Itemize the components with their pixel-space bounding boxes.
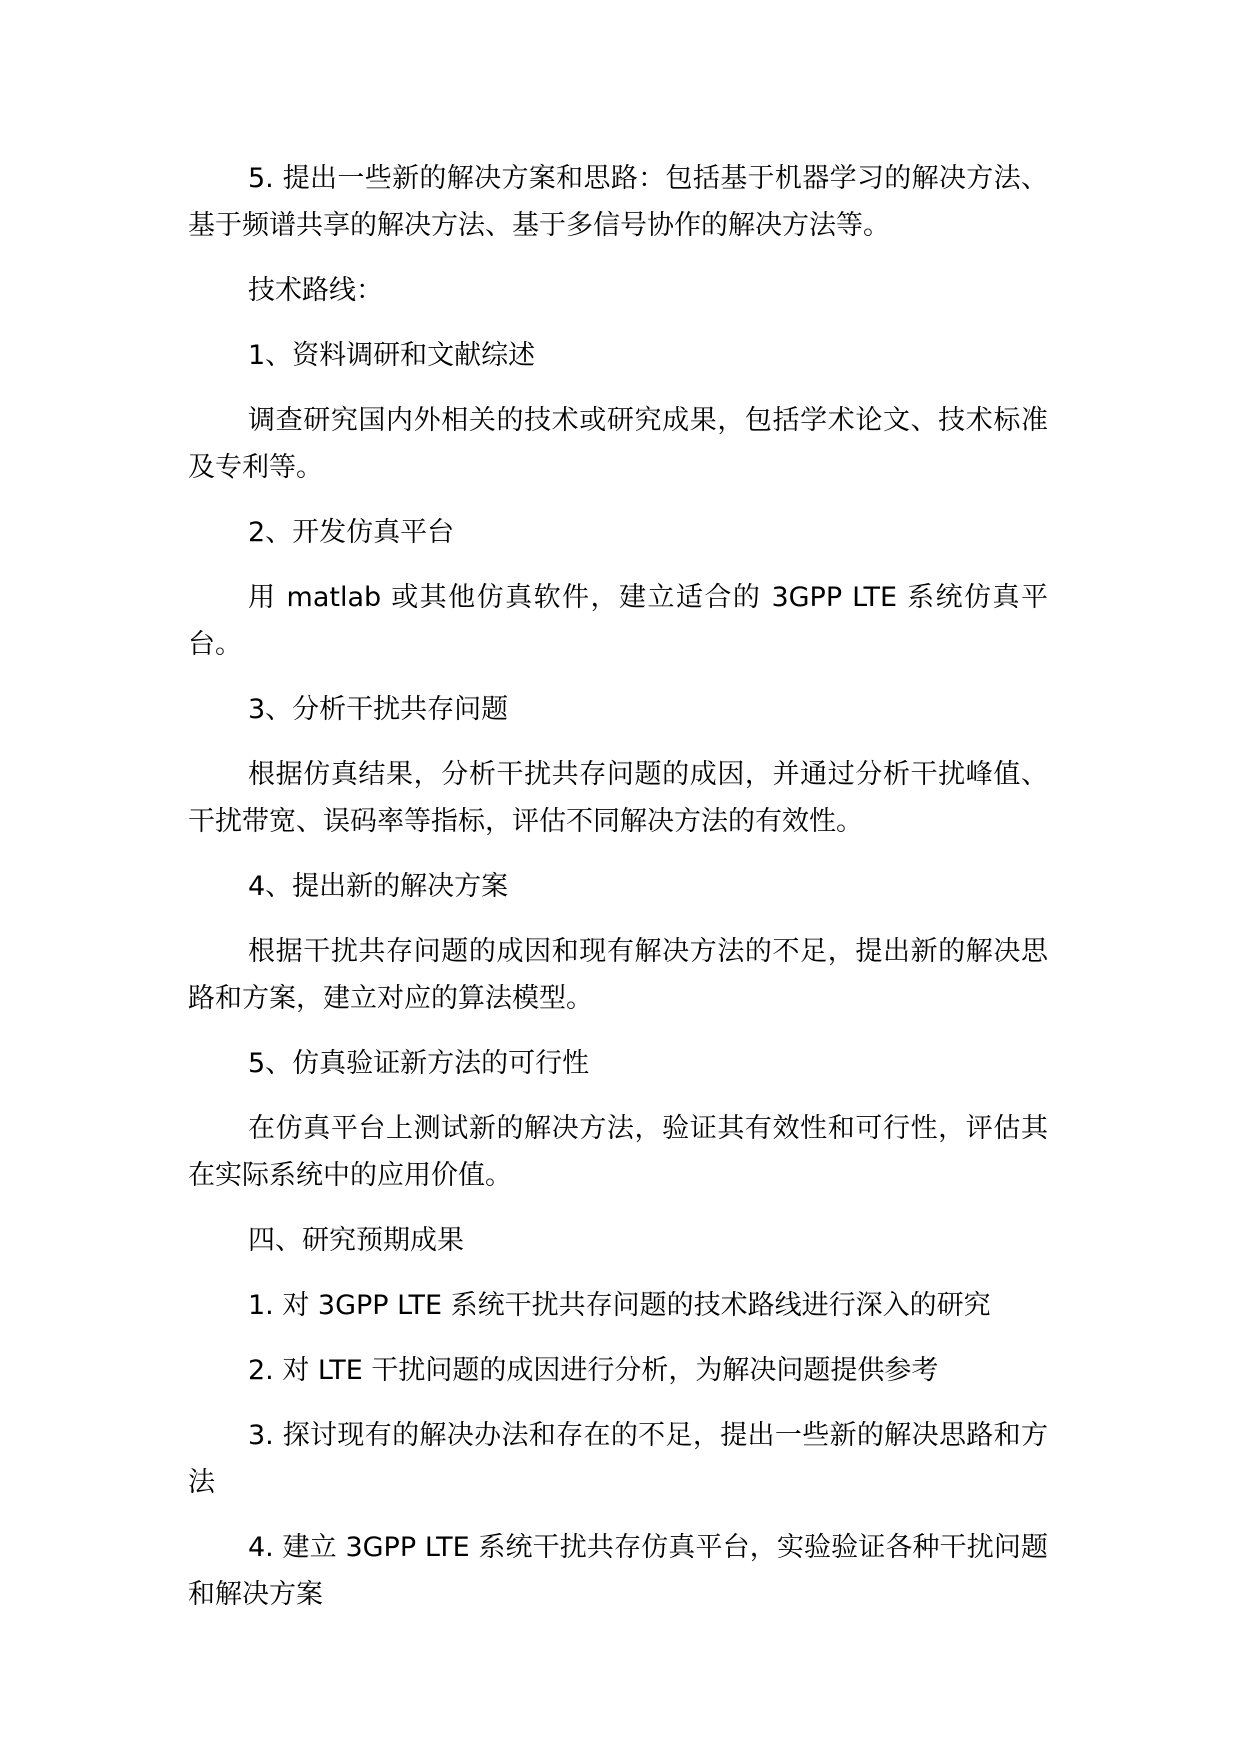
paragraph-solutions: 5. 提出一些新的解决方案和思路：包括基于机器学习的解决方法、基于频谱共享的解决方法、基于多信号协作的解决方法等。 — [188, 163, 1048, 241]
result-2: 2. 对 LTE 干扰问题的成因进行分析，为解决问题提供参考 — [248, 1355, 939, 1386]
step-5-body: 在仿真平台上测试新的解决方法，验证其有效性和可行性，评估其在实际系统中的应用价值。 — [188, 1113, 1048, 1191]
step-3-body: 根据仿真结果，分析干扰共存问题的成因，并通过分析干扰峰值、干扰带宽、误码率等指标，评估不同解决方法的有效性。 — [188, 759, 1048, 837]
heading-technical-route: 技术路线： — [248, 275, 383, 306]
step-2-title: 2、开发仿真平台 — [248, 517, 455, 548]
result-4: 4. 建立 3GPP LTE 系统干扰共存仿真平台，实验验证各种干扰问题和解决方案 — [188, 1532, 1048, 1610]
result-1: 1. 对 3GPP LTE 系统干扰共存问题的技术路线进行深入的研究 — [248, 1290, 991, 1321]
document-body — [188, 155, 1048, 1636]
step-2-body: 用 matlab 或其他仿真软件，建立适合的 3GPP LTE 系统仿真平台。 — [188, 582, 1048, 660]
step-3-title: 3、分析干扰共存问题 — [248, 694, 509, 725]
step-4-body: 根据干扰共存问题的成因和现有解决方法的不足，提出新的解决思路和方案，建立对应的算法模型。 — [188, 936, 1048, 1014]
step-1-title: 1、资料调研和文献综述 — [248, 340, 536, 371]
heading-expected-results: 四、研究预期成果 — [248, 1225, 464, 1256]
step-1-body: 调查研究国内外相关的技术或研究成果，包括学术论文、技术标准及专利等。 — [188, 405, 1048, 483]
step-4-title: 4、提出新的解决方案 — [248, 871, 509, 902]
result-3: 3. 探讨现有的解决办法和存在的不足，提出一些新的解决思路和方法 — [188, 1420, 1048, 1498]
step-5-title: 5、仿真验证新方法的可行性 — [248, 1048, 590, 1079]
